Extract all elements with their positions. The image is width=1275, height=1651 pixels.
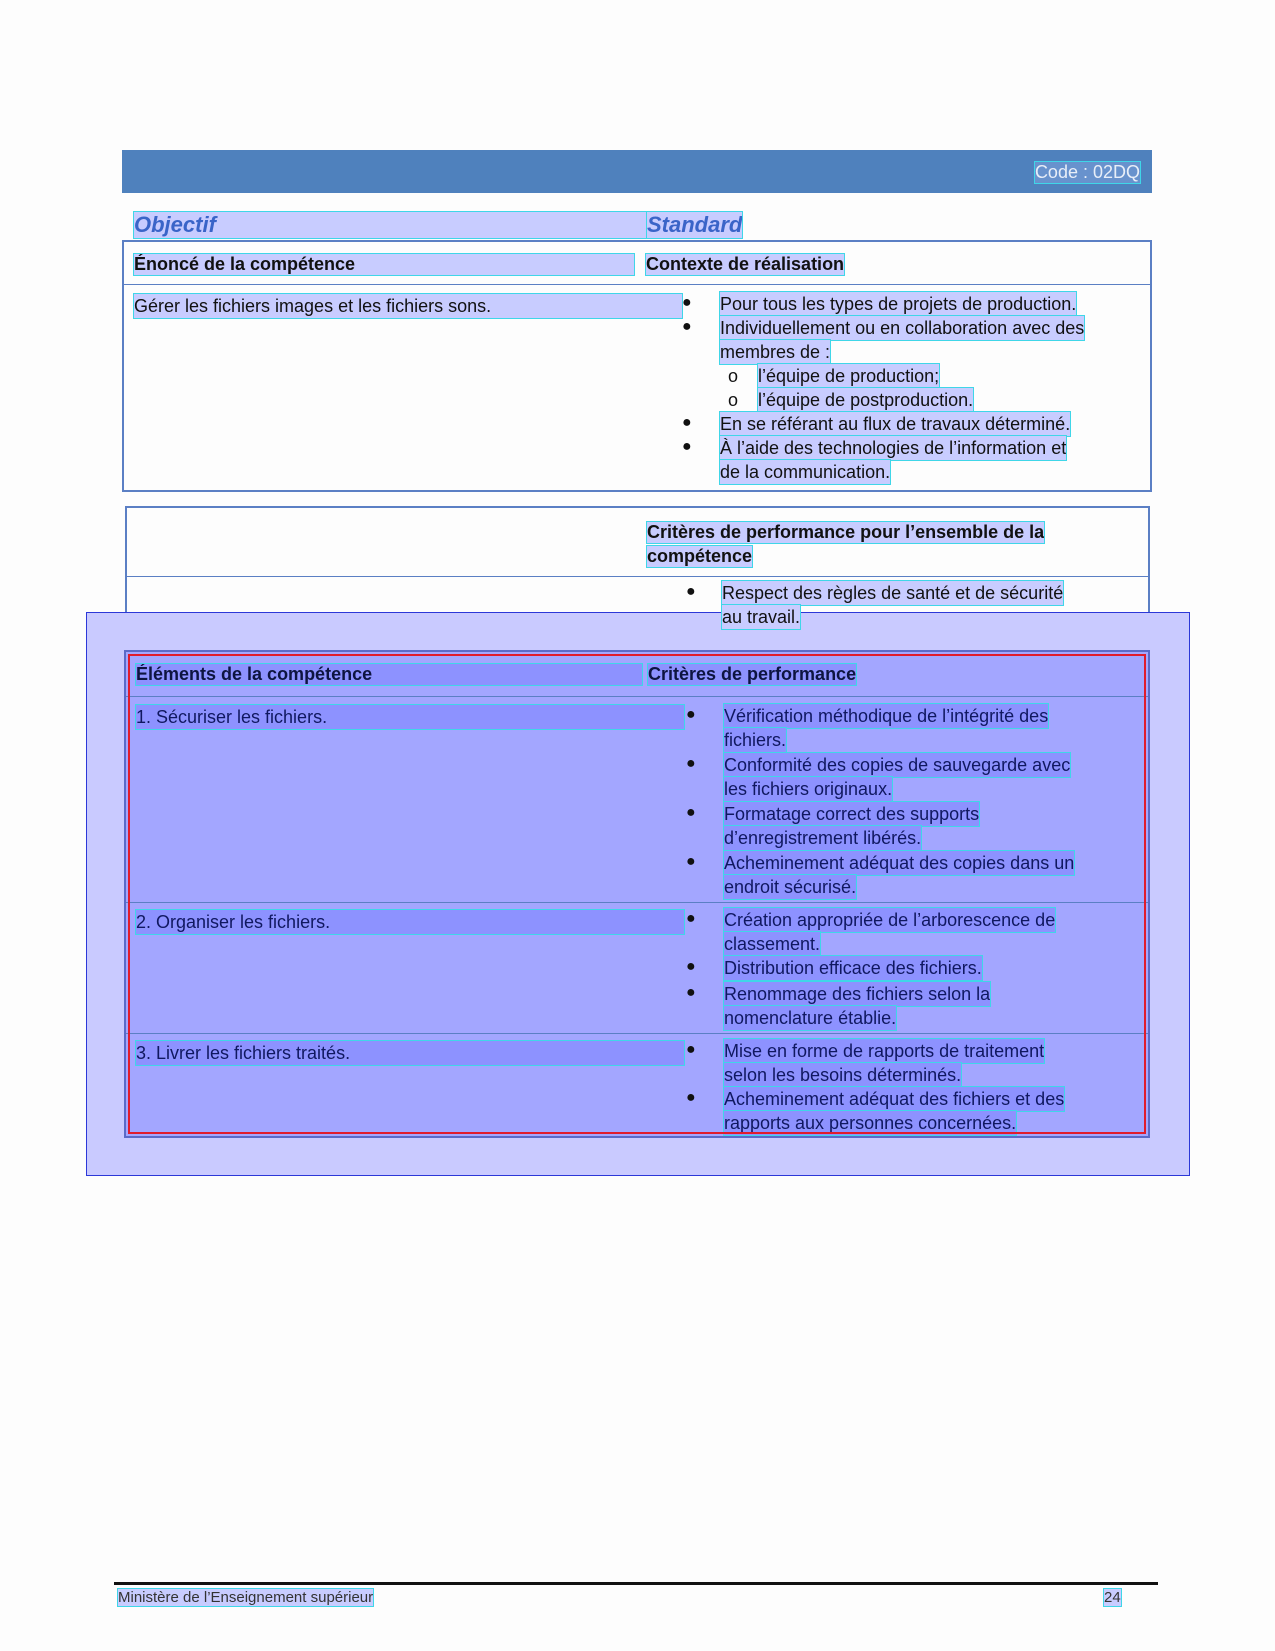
criterion: Mise en forme de rapports de traitement [724, 1041, 1045, 1061]
criterion: Formatage correct des supports [724, 804, 980, 824]
criterion: nomenclature établie. [724, 1008, 897, 1028]
bullet-icon: ● [682, 414, 692, 431]
criterion: Acheminement adéquat des copies dans un [724, 853, 1075, 873]
competence-table [122, 240, 1152, 492]
criterion: d’enregistrement libérés. [724, 828, 922, 848]
bullet-icon: ● [686, 910, 696, 927]
element-row: 1. Sécuriser les fichiers. [136, 705, 684, 729]
contexte-header: Contexte de réalisation [646, 254, 845, 274]
bullet-icon: ● [682, 438, 692, 455]
footer-ministry: Ministère de l’Enseignement supérieur [118, 1589, 374, 1606]
circle-bullet-icon: o [728, 390, 739, 410]
contexte-subitem: l’équipe de production; [758, 366, 940, 386]
header-bar [122, 150, 1152, 193]
standard-label: Standard [647, 212, 743, 237]
contexte-item: Pour tous les types de projets de production. [720, 294, 1077, 314]
criterion: selon les besoins déterminés. [724, 1065, 962, 1085]
criterion: rapports aux personnes concernées. [724, 1113, 1017, 1133]
overall-criteria-header: Critères de performance pour l’ensemble de la [647, 522, 1045, 542]
bullet-icon: ● [686, 853, 696, 870]
element-row: 3. Livrer les fichiers traités. [136, 1041, 684, 1065]
objectif-label: Objectif [134, 212, 654, 238]
criterion: Acheminement adéquat des fichiers et des [724, 1089, 1065, 1109]
page-number: 24 [1104, 1589, 1121, 1606]
criterion: Vérification méthodique de l’intégrité des [724, 706, 1049, 726]
contexte-item: membres de : [720, 342, 831, 362]
circle-bullet-icon: o [728, 366, 739, 386]
criterion: Renommage des fichiers selon la [724, 984, 991, 1004]
criteria-header: Critères de performance [648, 664, 857, 684]
overall-criteria-item: au travail. [722, 607, 801, 627]
element-row: 2. Organiser les fichiers. [136, 910, 684, 934]
contexte-item: de la communication. [720, 462, 891, 482]
bullet-icon: ● [686, 958, 696, 975]
elements-header: Éléments de la compétence [136, 664, 642, 685]
criterion: endroit sécurisé. [724, 877, 857, 897]
selection-frame [128, 654, 1146, 1134]
bullet-icon: ● [686, 804, 696, 821]
overall-criteria-header: compétence [647, 546, 753, 566]
overall-criteria-item: Respect des règles de santé et de sécurité [722, 583, 1064, 603]
contexte-item: Individuellement ou en collaboration avec des [720, 318, 1085, 338]
contexte-subitem: l’équipe de postproduction. [758, 390, 974, 410]
contexte-item: À l’aide des technologies de l’information et [720, 438, 1067, 458]
bullet-icon: ● [686, 1089, 696, 1106]
criterion: Conformité des copies de sauvegarde avec [724, 755, 1071, 775]
table-divider [124, 284, 1150, 285]
competency-code: Code : 02DQ [1034, 162, 1140, 182]
enonce-text: Gérer les fichiers images et les fichiers sons. [134, 294, 682, 318]
bullet-icon: ● [686, 984, 696, 1001]
footer-rule [114, 1582, 1158, 1585]
criterion: les fichiers originaux. [724, 779, 893, 799]
bullet-icon: ● [682, 294, 692, 311]
contexte-item: En se référant au flux de travaux déterminé. [720, 414, 1071, 434]
bullet-icon: ● [686, 583, 696, 600]
bullet-icon: ● [686, 755, 696, 772]
bullet-icon: ● [682, 318, 692, 335]
criterion: classement. [724, 934, 821, 954]
criterion: fichiers. [724, 730, 787, 750]
criterion: Distribution efficace des fichiers. [724, 958, 982, 978]
bullet-icon: ● [686, 1041, 696, 1058]
criterion: Création appropriée de l’arborescence de [724, 910, 1056, 930]
enonce-header: Énoncé de la compétence [134, 254, 634, 275]
bullet-icon: ● [686, 706, 696, 723]
table-divider [127, 576, 1148, 577]
